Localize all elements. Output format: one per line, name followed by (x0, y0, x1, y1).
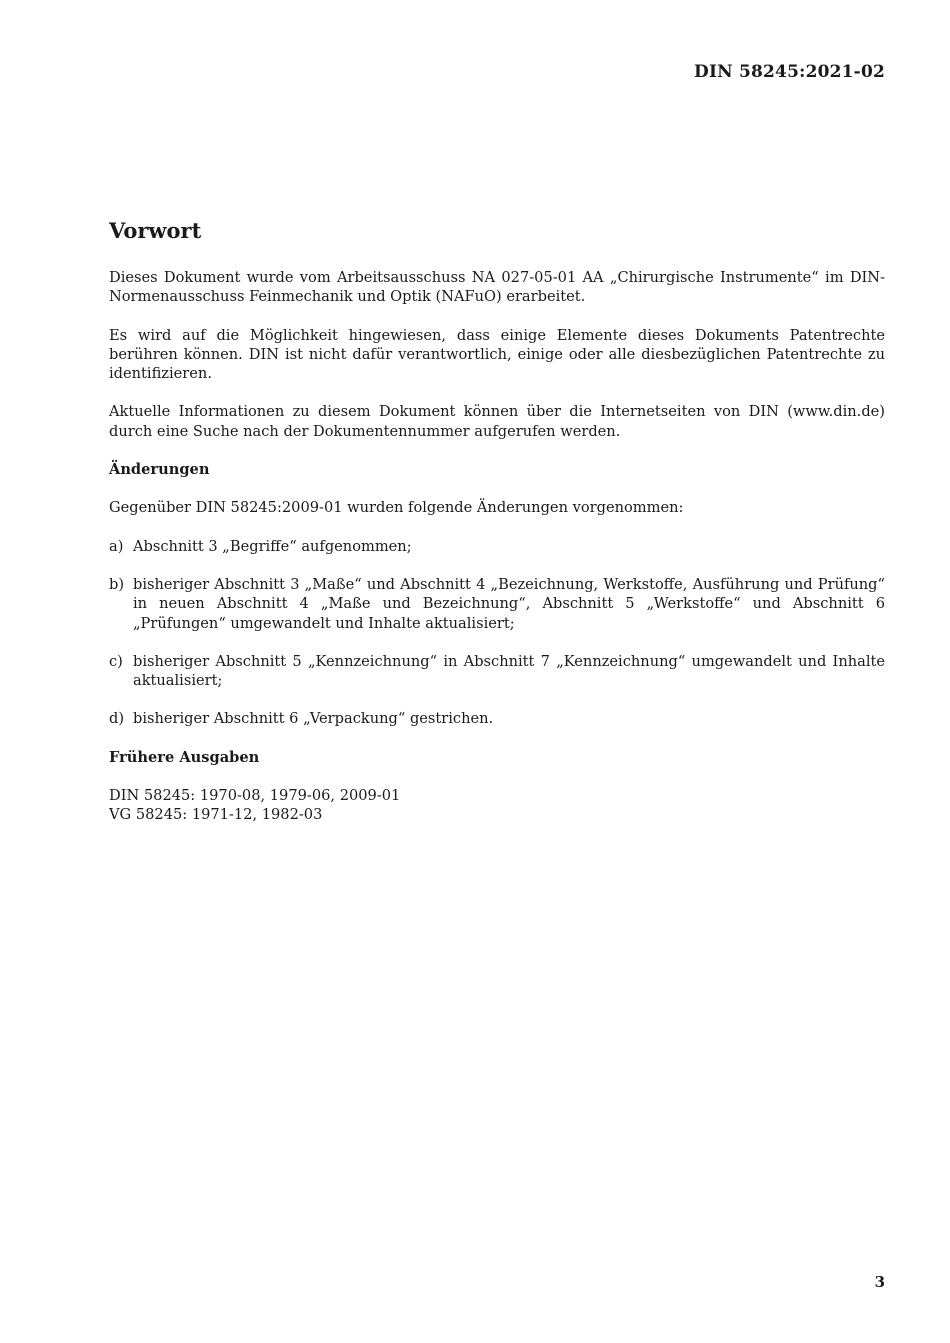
list-item-text: Abschnitt 3 „Begriffe“ aufgenommen; (133, 537, 412, 555)
list-item (109, 537, 885, 556)
edition-line: VG 58245: 1971-12, 1982-03 (109, 806, 323, 824)
list-item-text: bisheriger Abschnitt 6 „Verpackung“ gestrichen. (133, 710, 494, 728)
edition-line: DIN 58245: 1970-08, 1979-06, 2009-01 (109, 787, 401, 805)
list-item (109, 709, 885, 728)
list-item (109, 652, 885, 691)
document-body (109, 216, 885, 844)
patent-notice-paragraph: Es wird auf die Möglichkeit hingewiesen, dass einige Elemente dieses Dokuments Patentrechte berühren können. DIN ist nicht dafür verantwortlich, einige oder alle diesbezüglichen Patentrechte zu identifizieren. (109, 326, 885, 383)
changes-list (109, 537, 885, 729)
document-identifier: DIN 58245:2021-02 (694, 62, 885, 82)
changes-heading: Änderungen (109, 461, 210, 479)
previous-editions-heading: Frühere Ausgaben (109, 748, 260, 766)
list-item (109, 575, 885, 633)
page-number: 3 (874, 1273, 885, 1291)
information-paragraph: Aktuelle Informationen zu diesem Dokument können über die Internetseiten von DIN (www.din.de) durch eine Suche nach der Dokumentennummer aufgerufen werden. (109, 403, 885, 440)
foreword-paragraph: Dieses Dokument wurde vom Arbeitsausschuss NA 027-05-01 AA „Chirurgische Instrumente“ im DIN-Normenausschuss Feinmechanik und Optik (NAFuO) erarbeitet. (109, 269, 885, 306)
list-item-text: bisheriger Abschnitt 3 „Maße“ und Abschnitt 4 „Bezeichnung, Werkstoffe, Ausführung und Prüfung“ in neuen Abschnitt 4 „Maße und Bezeichnung“, Abschnitt 5 „Werkstoffe“ und Abschnitt 6 „Prüfungen“ umgewandelt und Inhalte aktualisiert; (133, 575, 885, 632)
list-marker: c) (109, 652, 123, 670)
list-marker: d) (109, 710, 125, 728)
previous-editions-list (109, 786, 885, 825)
list-marker: a) (109, 537, 124, 555)
list-marker: b) (109, 575, 125, 593)
section-title: Vorwort (109, 218, 202, 243)
list-item-text: bisheriger Abschnitt 5 „Kennzeichnung“ in Abschnitt 7 „Kennzeichnung“ umgewandelt und Inhalte aktualisiert; (133, 652, 885, 690)
changes-intro: Gegenüber DIN 58245:2009-01 wurden folgende Änderungen vorgenommen: (109, 499, 684, 517)
